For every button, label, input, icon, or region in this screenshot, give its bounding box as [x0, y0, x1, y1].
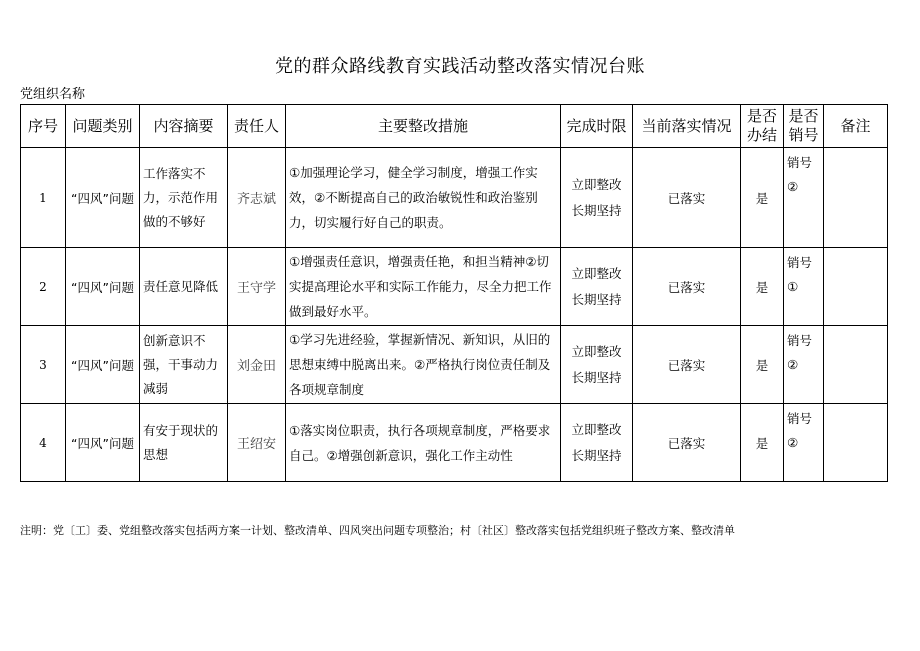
- row-person: 齐志斌: [228, 148, 286, 248]
- row-remarks: [824, 248, 888, 326]
- row-summary: 工作落实不力，示范作用做的不够好: [140, 148, 228, 248]
- row-closed: 是: [741, 248, 784, 326]
- row-person: 刘金田: [228, 326, 286, 404]
- header-closed: 是否办结: [741, 105, 784, 148]
- row-remarks: [824, 326, 888, 404]
- row-seq: 4: [21, 404, 66, 482]
- deadline-line-1: 立即整改: [571, 343, 622, 359]
- row-status: 已落实: [633, 148, 741, 248]
- cancel-mark: ①: [787, 279, 799, 294]
- deadline-line-1: 立即整改: [571, 421, 622, 437]
- table-header-row: [21, 105, 888, 148]
- cancel-mark: ②: [787, 179, 799, 194]
- row-category: “四风”问题: [66, 404, 140, 482]
- row-summary: 有安于现状的思想: [140, 404, 228, 482]
- row-cancelled: [784, 248, 824, 326]
- row-status: 已落实: [633, 248, 741, 326]
- row-measures: ①增强责任意识，增强责任艳，和担当精神②切实提高理论水平和实际工作能力，尽全力把工作做到最好水平。: [286, 248, 561, 326]
- cancel-label: 销号: [787, 155, 813, 170]
- row-closed: 是: [741, 326, 784, 404]
- row-cancelled: [784, 326, 824, 404]
- row-measures: ①学习先进经验，掌握新情况、新知识，从旧的思想束缚中脱离出来。②严格执行岗位责任制及各项规章制度: [286, 326, 561, 404]
- row-remarks: [824, 148, 888, 248]
- row-status: 已落实: [633, 404, 741, 482]
- cancel-label: 销号: [787, 411, 813, 426]
- row-closed: 是: [741, 404, 784, 482]
- deadline-line-2: 长期坚持: [571, 447, 622, 463]
- header-summary: 内容摘要: [140, 105, 228, 148]
- row-deadline: [561, 148, 633, 248]
- row-category: “四风”问题: [66, 248, 140, 326]
- footnote: 注明：党〔工〕委、党组整改落实包括两方案一计划、整改清单、四风突出问题专项整治；村〔社区〕整改落实包括党组织班子整改方案、整改清单: [20, 524, 735, 537]
- row-closed: 是: [741, 148, 784, 248]
- row-deadline: [561, 326, 633, 404]
- row-summary: 责任意见降低: [140, 248, 228, 326]
- row-summary: 创新意识不强，干事动力减弱: [140, 326, 228, 404]
- row-seq: 1: [21, 148, 66, 248]
- table-row: [21, 148, 888, 248]
- deadline-line-2: 长期坚持: [571, 202, 622, 218]
- cancel-label: 销号: [787, 333, 813, 348]
- cancel-mark: ②: [787, 435, 799, 450]
- row-remarks: [824, 404, 888, 482]
- row-category: “四风”问题: [66, 326, 140, 404]
- deadline-line-2: 长期坚持: [571, 369, 622, 385]
- header-seq: 序号: [21, 105, 66, 148]
- row-measures: ①落实岗位职责，执行各项规章制度，严格要求自己。②增强创新意识，强化工作主动性: [286, 404, 561, 482]
- org-name-label: 党组织名称: [20, 87, 86, 102]
- rectification-ledger-table: [20, 104, 888, 482]
- header-measures: 主要整改措施: [286, 105, 561, 148]
- table-row: [21, 248, 888, 326]
- header-category: 问题类别: [66, 105, 140, 148]
- header-person: 责任人: [228, 105, 286, 148]
- row-deadline: [561, 248, 633, 326]
- table-row: [21, 404, 888, 482]
- deadline-line-1: 立即整改: [571, 176, 622, 192]
- row-seq: 3: [21, 326, 66, 404]
- row-status: 已落实: [633, 326, 741, 404]
- table-row: [21, 326, 888, 404]
- deadline-line-2: 长期坚持: [571, 291, 622, 307]
- header-status: 当前落实情况: [633, 105, 741, 148]
- row-seq: 2: [21, 248, 66, 326]
- row-person: 王绍安: [228, 404, 286, 482]
- row-measures: ①加强理论学习，健全学习制度，增强工作实效，②不断提高自己的政治敏锐性和政治鉴别力，切实履行好自己的职责。: [286, 148, 561, 248]
- deadline-line-1: 立即整改: [571, 265, 622, 281]
- cancel-mark: ②: [787, 357, 799, 372]
- header-cancelled: 是否销号: [784, 105, 824, 148]
- header-remarks: 备注: [824, 105, 888, 148]
- header-deadline: 完成时限: [561, 105, 633, 148]
- cancel-label: 销号: [787, 255, 813, 270]
- row-category: “四风”问题: [66, 148, 140, 248]
- page-title: 党的群众路线教育实践活动整改落实情况台账: [275, 56, 645, 77]
- row-person: 王守学: [228, 248, 286, 326]
- row-deadline: [561, 404, 633, 482]
- row-cancelled: [784, 148, 824, 248]
- row-cancelled: [784, 404, 824, 482]
